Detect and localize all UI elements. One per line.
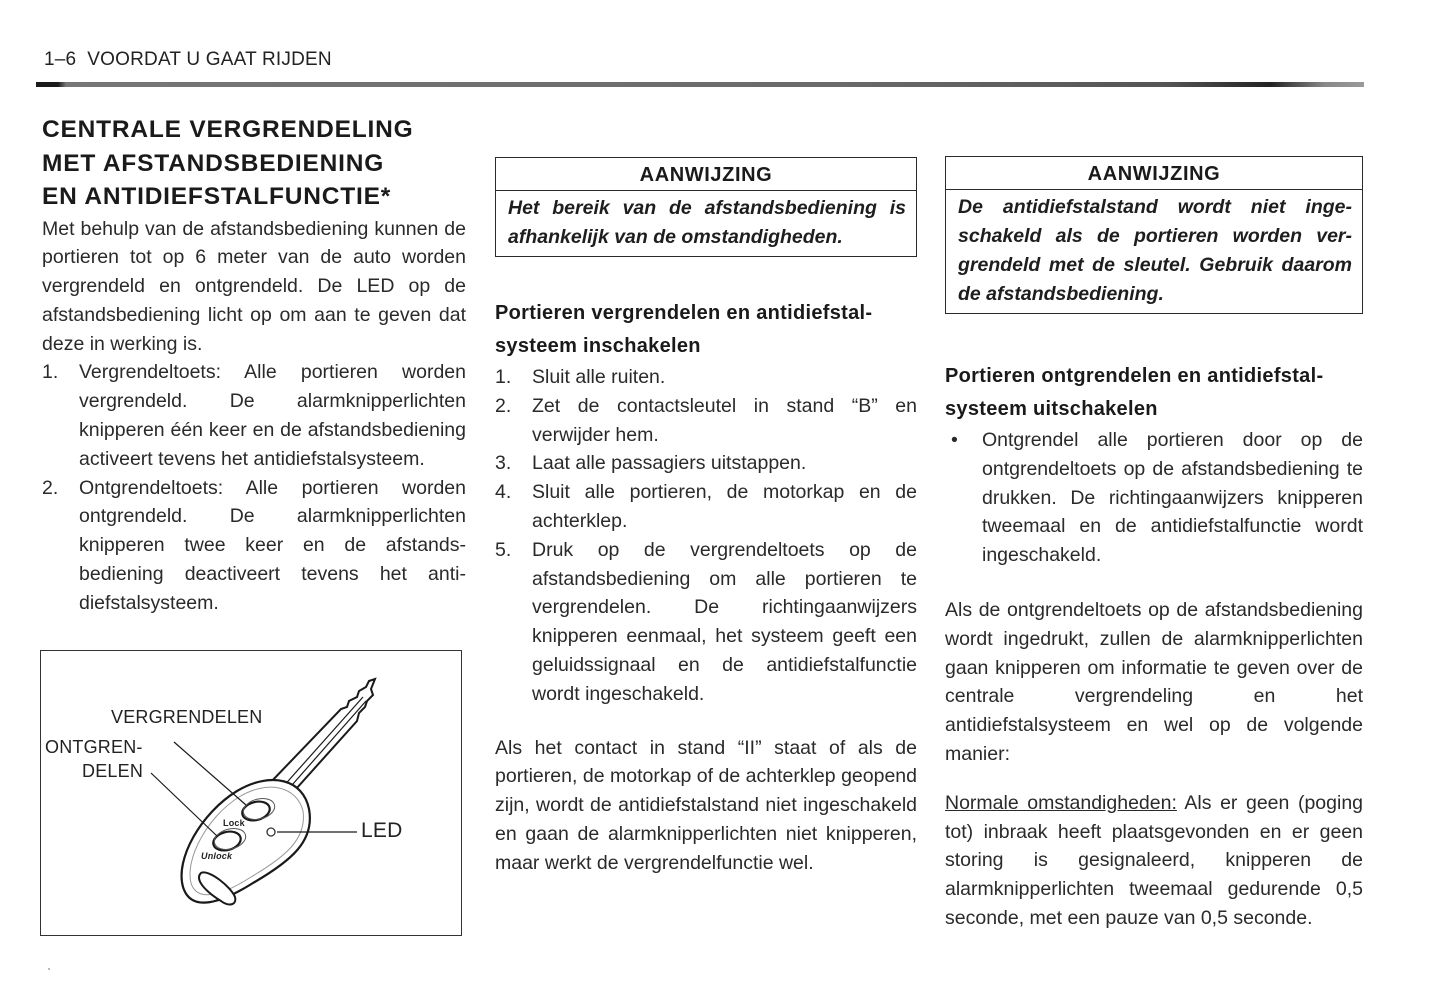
normal-conditions-paragraph bbox=[945, 789, 1363, 933]
figure-label-unlock-line2: DELEN bbox=[82, 761, 144, 781]
info-paragraph: Als de ontgrendeltoets op de afstandsbediening wordt ingedrukt, zullen de alarmknipperlichten gaan knipperen om informatie te geven over de centrale vergrendeling en het antidiefstalsysteem en wel op de volgende manier: bbox=[945, 598, 1363, 765]
note-title: AANWIJZING bbox=[946, 157, 1362, 190]
list-item bbox=[42, 358, 466, 473]
closing-paragraph: Als het contact in stand “II” staat of als de portieren, de motorkap of de achterklep geopend zijn, wordt de antidiefstalstand niet ingeschakeld en gaan de alarmknipperlichten niet knipperen, maar werkt de vergrendelfunctie wel. bbox=[495, 736, 917, 874]
figure-label-unlock-line1: ONTGREN- bbox=[45, 737, 143, 757]
section-title bbox=[42, 113, 466, 214]
section-title-line: MET AFSTANDSBEDIENING bbox=[42, 149, 385, 177]
intro-paragraph: Met behulp van de afstandsbediening kunnen de portieren tot op 6 meter van de auto worden vergrendeld en ontgrendeld. De LED op de afstandsbediening licht op om aan te geven dat deze in werking is. bbox=[42, 217, 466, 355]
note-box bbox=[945, 156, 1363, 314]
list-item bbox=[42, 474, 466, 618]
list-number: 1. bbox=[42, 361, 59, 384]
list-text: Ontgrendeltoets: Alle portieren worden ontgrendeld. De alarmknipperlichten knipperen twee keer en de afstandsbediening deactiveert tevens het antidiefstalsysteem. bbox=[79, 476, 466, 614]
button-list bbox=[42, 358, 466, 617]
figure-label-led: LED bbox=[361, 819, 403, 842]
list-item bbox=[495, 536, 917, 709]
list-number: 5. bbox=[495, 538, 512, 561]
list-text: Sluit alle portieren, de motorkap en de achterklep. bbox=[532, 481, 917, 532]
list-number: 2. bbox=[495, 394, 512, 417]
list-text: Zet de contactsleutel in stand “B” en verwijder hem. bbox=[532, 394, 917, 446]
note-body: De antidiefstalstand wordt niet ingeschakeld als de portieren worden vergrendeld met de sleutel. Gebruik daarom de afstandsbediening. bbox=[958, 196, 1352, 305]
list-text: Vergrendeltoets: Alle portieren worden vergrendeld. De alarmknipperlichten knipperen één keer en de afstandsbediening activeert tevens het antidiefstalsysteem. bbox=[79, 361, 466, 470]
list-number: 3. bbox=[495, 452, 512, 475]
bullet-icon: • bbox=[951, 429, 958, 451]
unlock-bullet-list bbox=[945, 426, 1363, 570]
list-text: Sluit alle ruiten. bbox=[532, 366, 666, 388]
normal-conditions-text: Als er geen (poging tot) inbraak heeft plaatsgevonden en er geen storing is gesignaleerd, knipperen de alarmknipperlichten tweemaal gedurende 0,5 seconde, met een pauze van 0,5 seconde. bbox=[945, 791, 1364, 929]
section-title-line: CENTRALE VERGRENDELING bbox=[42, 116, 414, 143]
lock-steps-list bbox=[495, 363, 917, 709]
column-3 bbox=[945, 156, 1363, 933]
subheading-unlock: Portieren ontgrendelen en antidiefstalsysteem uitschakelen bbox=[945, 365, 1324, 420]
normal-conditions-label: Normale omstandigheden: bbox=[945, 791, 1177, 814]
list-item bbox=[495, 478, 917, 536]
figure-button-unlock-label: Unlock bbox=[201, 851, 233, 861]
column-2 bbox=[495, 157, 917, 878]
section-title-line: EN ANTIDIEFSTALFUNCTIE* bbox=[42, 183, 392, 210]
note-body: Het bereik van de afstandsbediening is afhankelijk van de omstandigheden. bbox=[508, 197, 906, 248]
subheading-lock: Portieren vergrendelen en antidiefstalsysteem inschakelen bbox=[495, 302, 873, 357]
key-fob-figure bbox=[40, 650, 462, 936]
list-text: Druk op de vergrendeltoets op de afstandsbediening om alle portieren te vergrendelen. De richtingaanwijzers knipperen eenmaal, het systeem geeft een geluidssignaal en de antidiefstalfunctie wordt ingeschakeld. bbox=[532, 538, 917, 705]
figure-button-lock-label: Lock bbox=[223, 818, 245, 828]
list-item bbox=[945, 426, 1363, 570]
chapter-title: VOORDAT U GAAT RIJDEN bbox=[87, 49, 332, 70]
list-item bbox=[495, 449, 917, 478]
list-number: 1. bbox=[495, 366, 512, 388]
list-item bbox=[495, 392, 917, 450]
header-rule bbox=[36, 82, 1364, 87]
column-1 bbox=[42, 113, 466, 618]
note-title: AANWIJZING bbox=[496, 158, 916, 191]
scan-dot bbox=[48, 968, 50, 970]
page-number: 1–6 bbox=[44, 49, 77, 70]
list-number: 2. bbox=[42, 476, 59, 499]
list-text: Laat alle passagiers uitstappen. bbox=[532, 452, 807, 475]
list-text: Ontgrendel alle portieren door op de ontgrendeltoets op de afstandsbediening te drukken. De richtingaanwijzers knipperen tweemaal en de antidiefstalfunctie wordt ingeschakeld. bbox=[982, 429, 1363, 567]
key-fob-icon bbox=[41, 651, 463, 937]
list-number: 4. bbox=[495, 481, 512, 504]
note-box bbox=[495, 157, 917, 257]
list-item bbox=[495, 363, 917, 392]
page-header bbox=[44, 49, 332, 71]
figure-label-lock: VERGRENDELEN bbox=[111, 707, 263, 727]
